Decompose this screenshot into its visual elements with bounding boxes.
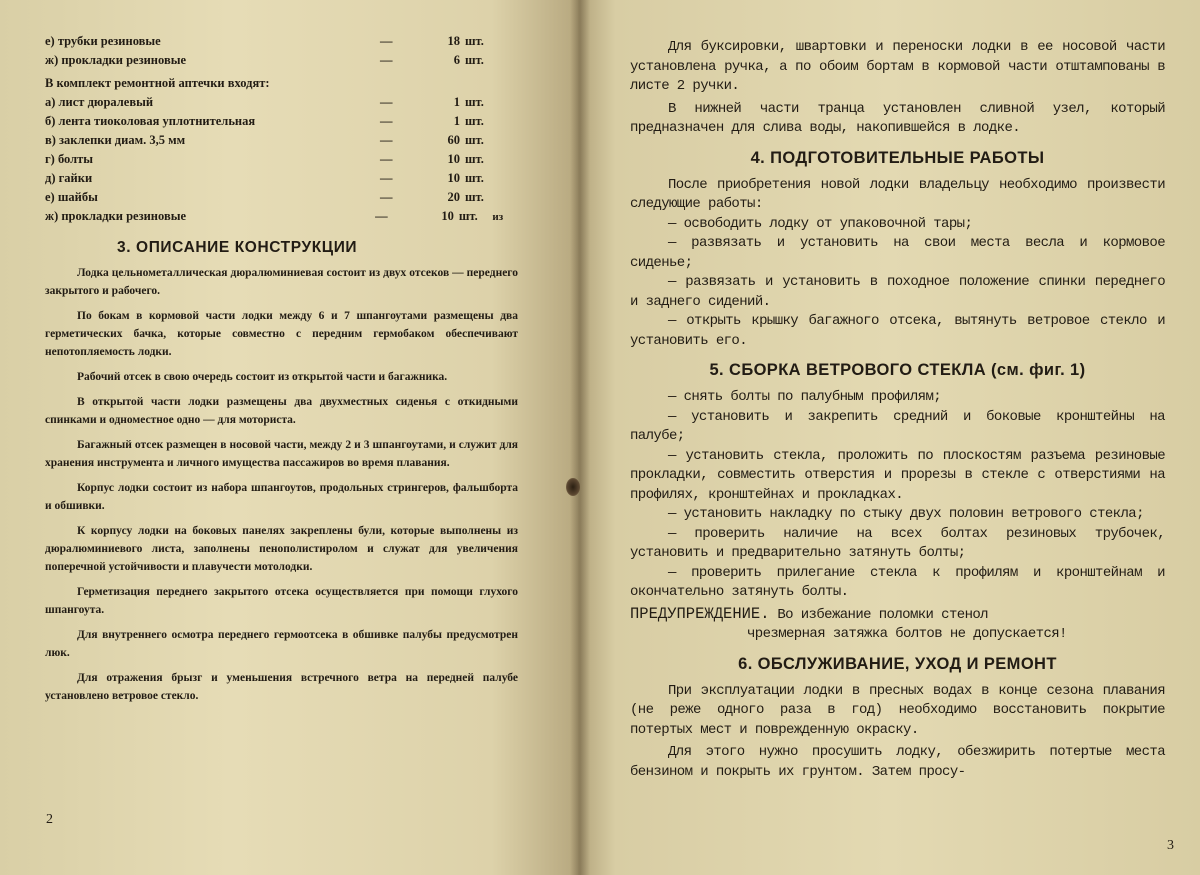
paragraph: Лодка цельнометаллическая дюралюминиевая состоит из двух отсеков — переднего закрытого и рабочего. xyxy=(45,267,518,297)
paragraph: Герметизация переднего закрытого отсека осуществляется при помощи глухого шпангоута. xyxy=(45,586,518,616)
warning-label: ПРЕДУПРЕЖДЕНИЕ. xyxy=(630,604,770,623)
paragraph: В нижней части транца установлен сливной узел, который предназначен для слива воды, накопившейся в лодке. xyxy=(630,100,1165,136)
list-item: — проверить прилегание стекла к профилям и кронштейнам и окончательно затянуть болты. xyxy=(630,564,1165,600)
list-item: — установить стекла, проложить по плоскостям разъема резиновые прокладки, совместить отверстия и прорезы в стекле с отверстиями на профилях, кронштейнах и прокладках. xyxy=(630,447,1165,503)
list-item: — установить накладку по стыку двух половин ветрового стекла; xyxy=(668,506,1144,522)
warning-note xyxy=(630,605,1165,645)
paragraph: Багажный отсек размещен в носовой части, между 2 и 3 шпангоутами, и служит для хранения инструмента и личного имущества пассажиров во время плавания. xyxy=(45,439,518,469)
section-5-title: 5. СБОРКА ВЕТРОВОГО СТЕКЛА (см. фиг. 1) xyxy=(709,361,1086,379)
paragraph: К корпусу лодки на боковых панелях закреплены були, которые выполнены из дюралюминиевого листа, заполнены пенополистиролом и служат для увеличения поперечной устойчивости и плавучести мотолодки. xyxy=(45,525,518,573)
warning-text-1: Во избежание поломки стенол xyxy=(769,606,988,623)
list-item: — развязать и установить в походное положение спинки переднего и заднего сидений. xyxy=(630,274,1165,310)
list-item: д) гайки — 10 шт. xyxy=(45,171,484,185)
paragraph: По бокам в кормовой части лодки между 6 и 7 шпангоутами размещены два герметических бачка, которые совместно с передним гермобаком обеспечивают непотопляемость лодки. xyxy=(45,310,518,358)
list-item: — освободить лодку от упаковочной тары; xyxy=(668,215,973,232)
right-page xyxy=(578,0,1200,875)
ink-stain xyxy=(566,478,580,496)
section-3-title: 3. ОПИСАНИЕ КОНСТРУКЦИИ xyxy=(117,239,358,256)
paragraph: Для этого нужно просушить лодку, обезжирить потертые места бензином и покрыть их грунтом. Затем просу- xyxy=(630,744,1165,780)
paragraph: Для внутреннего осмотра переднего гермоотсека в обшивке палубы предусмотрен люк. xyxy=(45,629,518,659)
section-6-title: 6. ОБСЛУЖИВАНИЕ, УХОД И РЕМОНТ xyxy=(738,654,1057,673)
list-item: г) болты — 10 шт. xyxy=(45,152,484,166)
book-gutter xyxy=(570,0,590,875)
list-item: ж) прокладки резиновые — 6 шт. xyxy=(45,53,484,67)
list-item: е) трубки резиновые — 18 шт. xyxy=(45,34,484,48)
page-number-left: 2 xyxy=(46,812,53,827)
paragraph: В открытой части лодки размещены два двухместных сиденья с откидными спинками и одноместное одно — для мотористa. xyxy=(45,396,518,426)
list-item: е) шайбы — 20 шт. xyxy=(45,190,484,204)
paragraph: Корпус лодки состоит из набора шпангоутов, продольных стрингеров, фальшборта и обшивки. xyxy=(45,482,518,512)
list-item: — установить и закрепить средний и боковые кронштейны на палубе; xyxy=(630,408,1165,444)
repair-kit-intro: В комплект ремонтной аптечки входят: xyxy=(45,76,270,90)
list-item: б) лента тиоколовая уплотнительная — 1 шт. xyxy=(45,114,484,128)
paragraph: При эксплуатации лодки в пресных водах в конце сезона плавания (не реже одного раза в год) необходимо восстановить покрытие потертых мест и поврежденную окраску. xyxy=(630,682,1165,738)
list-item: — открыть крышку багажного отсека, вытянуть ветровое стекло и установить его. xyxy=(630,313,1165,349)
list-item: ж) прокладки резиновые — 10 шт. из xyxy=(45,209,504,223)
paragraph: Для буксировки, швартовки и переноски лодки в ее носовой части установлена ручка, а по обоим бортам в кормовой части отштампованы в листе 2 ручки. xyxy=(630,39,1165,94)
warning-text-2: чрезмерная затяжка болтов не допускается! xyxy=(747,626,1067,642)
list-item: — снять болты по палубным профилям; xyxy=(668,389,942,405)
section-4-title: 4. ПОДГОТОВИТЕЛЬНЫЕ РАБОТЫ xyxy=(750,148,1045,167)
paragraph: Для отражения брызг и уменьшения встречного ветра на передней палубе установлено ветровое стекло. xyxy=(45,672,518,702)
paragraph: Рабочий отсек в свою очередь состоит из открытой части и багажника. xyxy=(77,371,448,383)
list-item: в) заклепки диам. 3,5 мм — 60 шт. xyxy=(45,133,484,147)
list-item: После приобретения новой лодки владельцу необходимо произвести следующие работы: xyxy=(630,176,1165,212)
left-page xyxy=(0,0,578,875)
kit-list xyxy=(45,32,518,227)
list-item: — развязать и установить на свои места весла и кормовое сиденье; xyxy=(630,235,1165,271)
page-number-right: 3 xyxy=(1167,838,1174,853)
list-item: — проверить наличие на всех болтах резиновых трубочек, установить и предварительно затянуть болты; xyxy=(630,525,1165,561)
list-item: а) лист дюралевый — 1 шт. xyxy=(45,95,484,109)
